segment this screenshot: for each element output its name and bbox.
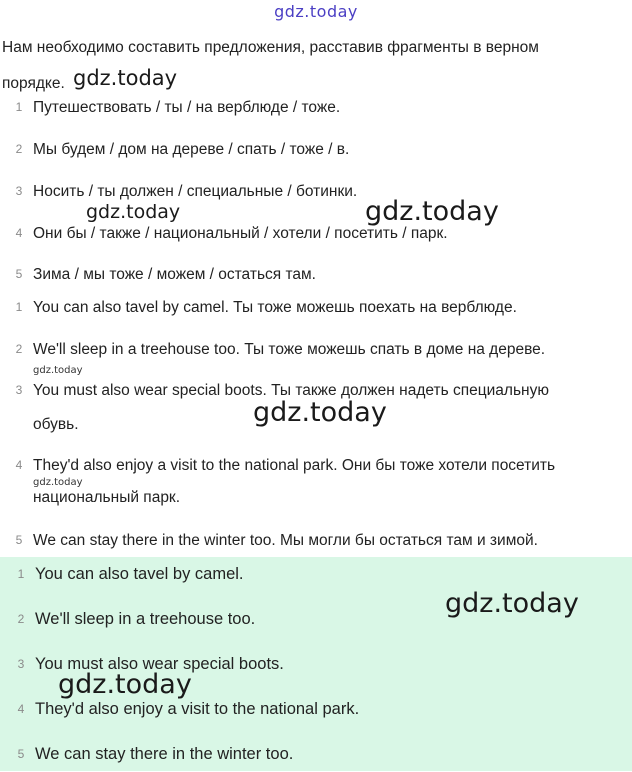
watermark: gdz.today	[445, 588, 579, 619]
item-text: Носить / ты должен / специальные / ботинки.	[33, 183, 358, 200]
item-number: 5	[15, 267, 23, 281]
item-text: We'll sleep in a treehouse too. Ты тоже можешь спать в доме на дереве.	[33, 341, 546, 358]
item-number: 4	[15, 458, 23, 472]
item-number: 4	[17, 702, 25, 716]
item-text: You can also tavel by camel.	[35, 565, 244, 583]
watermark-small: gdz.today	[33, 477, 83, 488]
item-number: 3	[17, 657, 25, 671]
item-number: 3	[15, 184, 23, 198]
item-text: We'll sleep in a treehouse too.	[35, 610, 256, 628]
item-text: Они бы / также / национальный / хотели / посетить / парк.	[33, 225, 448, 242]
item-number: 2	[15, 342, 23, 356]
item-text: They'd also enjoy a visit to the national park. Они бы тоже хотели посетить	[33, 457, 556, 474]
item-text: You must also wear special boots.	[35, 655, 284, 673]
item-text-continued: национальный парк.	[33, 489, 181, 506]
instructions-line-1: Нам необходимо составить предложения, расставив фрагменты в верном	[2, 39, 539, 56]
item-text: We can stay there in the winter too. Мы могли бы остаться там и зимой.	[33, 532, 538, 549]
watermark: gdz.today	[365, 196, 499, 227]
item-text: You can also tavel by camel. Ты тоже можешь поехать на верблюде.	[33, 299, 517, 316]
item-text: We can stay there in the winter too.	[35, 745, 294, 763]
item-number: 1	[15, 100, 23, 114]
site-logo[interactable]: gdz.today	[274, 2, 358, 21]
watermark-small: gdz.today	[33, 365, 83, 376]
item-text: Зима / мы тоже / можем / остаться там.	[33, 266, 316, 283]
item-text: They'd also enjoy a visit to the national park.	[35, 700, 360, 718]
item-text: Мы будем / дом на дереве / спать / тоже / в.	[33, 141, 350, 158]
watermark: gdz.today	[58, 669, 192, 700]
watermark: gdz.today	[86, 201, 181, 223]
item-number: 3	[15, 383, 23, 397]
item-text-continued: обувь.	[33, 416, 79, 433]
item-number: 4	[15, 226, 23, 240]
watermark: gdz.today	[73, 66, 178, 90]
watermark: gdz.today	[253, 397, 387, 428]
item-number: 5	[15, 533, 23, 547]
item-number: 1	[17, 567, 25, 581]
instructions-line-2: порядке.	[2, 75, 65, 92]
item-text: You must also wear special boots. Ты также должен надеть специальную	[33, 382, 549, 399]
item-number: 1	[15, 300, 23, 314]
item-number: 2	[17, 612, 25, 626]
item-number: 5	[17, 747, 25, 761]
item-number: 2	[15, 142, 23, 156]
item-text: Путешествовать / ты / на верблюде / тоже.	[33, 99, 341, 116]
